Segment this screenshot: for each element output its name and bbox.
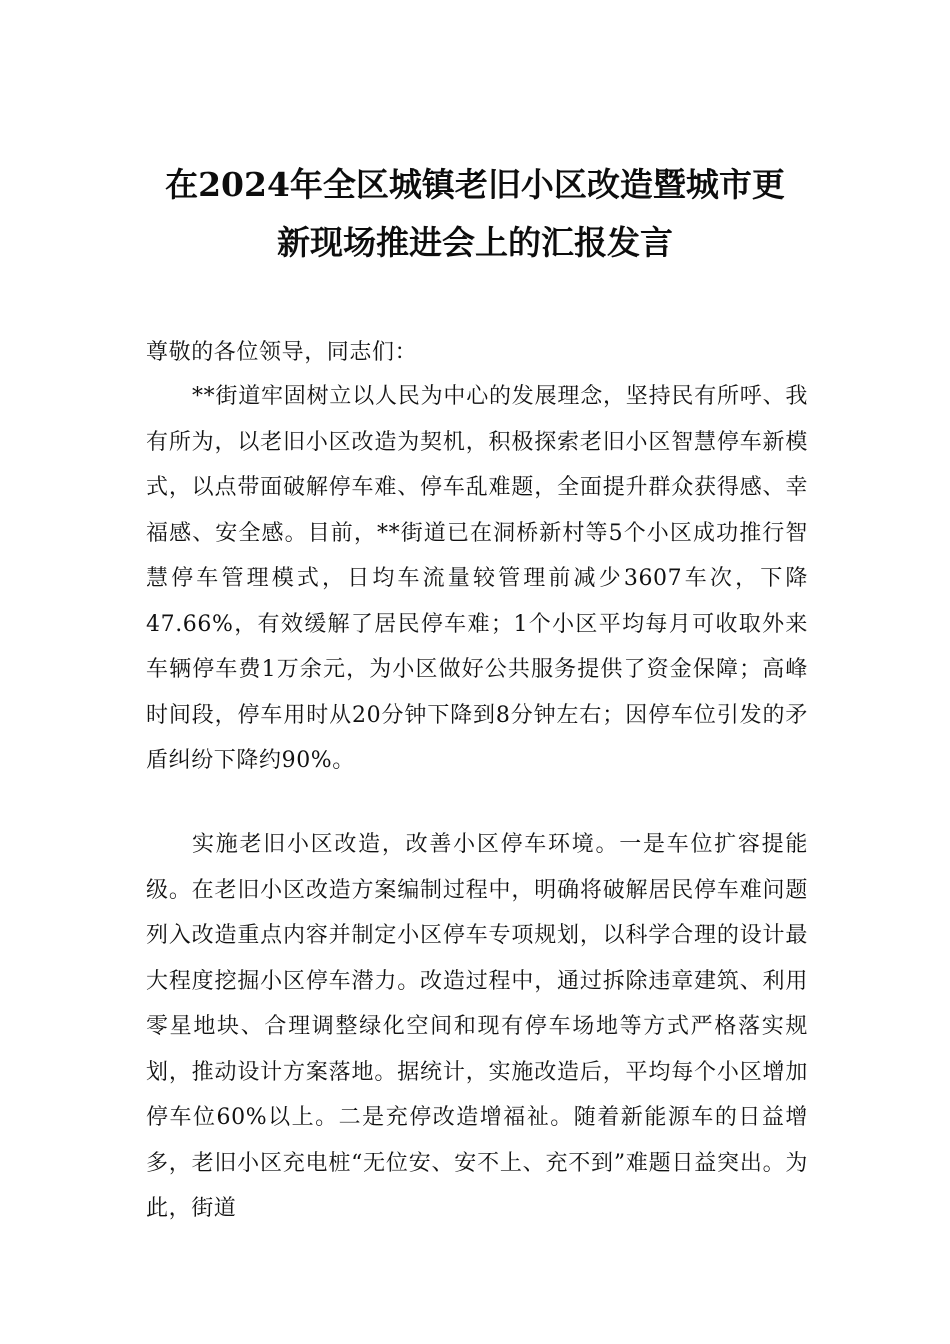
paragraph-intro: **街道牢固树立以人民为中心的发展理念，坚持民有所呼、我有所为，以老旧小区改造为契机，积极探索老旧小区智慧停车新模式，以点带面破解停车难、停车乱难题，全面提升群众获得感、幸福感、安全感。目前，**街道已在洞桥新村等5个小区成功推行智慧停车管理模式，日均车流量较管理前减少3607车次，下降47.66%，有效缓解了居民停车难；1个小区平均每月可收取外来车辆停车费1万余元，为小区做好公共服务提供了资金保障；高峰时间段，停车用时从20分钟下降到8分钟左右；因停车位引发的矛盾纠纷下降约90%。 [146, 384, 808, 773]
salutation: 尊敬的各位领导，同志们： [146, 340, 418, 365]
document-title [120, 156, 830, 272]
title-line-1: 在2024年全区城镇老旧小区改造暨城市更 [165, 165, 785, 204]
title-line-2: 新现场推进会上的汇报发言 [277, 223, 673, 262]
paragraph-parking-renovation: 实施老旧小区改造，改善小区停车环境。一是车位扩容提能级。在老旧小区改造方案编制过程中，明确将破解居民停车难问题列入改造重点内容并制定小区停车专项规划，以科学合理的设计最大程度挖掘小区停车潜力。改造过程中，通过拆除违章建筑、利用零星地块、合理调整绿化空间和现有停车场地等方式严格落实规划，推动设计方案落地。据统计，实施改造后，平均每个小区增加停车位60%以上。二是充停改造增福祉。随着新能源车的日益增多，老旧小区充电桩“无位安、安不上、充不到”难题日益突出。为此，街道 [146, 832, 808, 1221]
